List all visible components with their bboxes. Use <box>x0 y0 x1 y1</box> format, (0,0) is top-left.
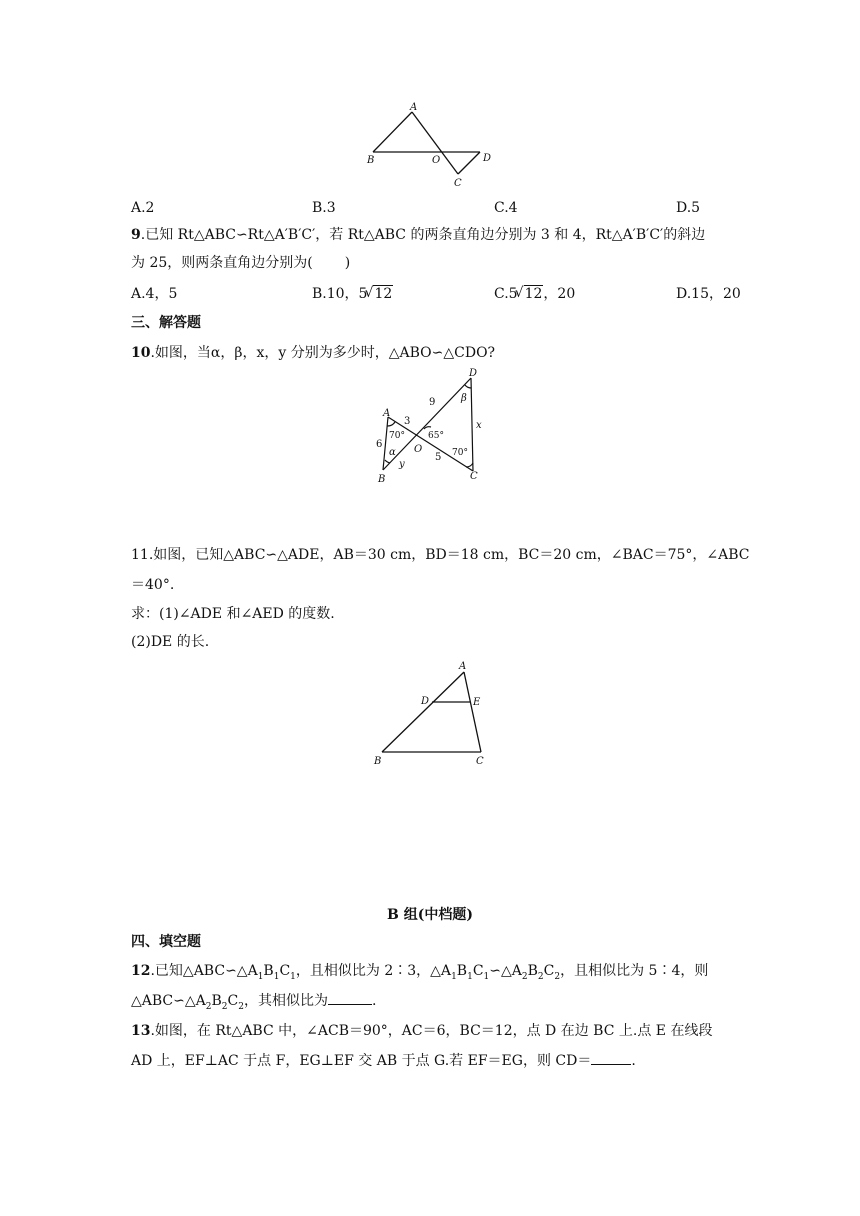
q11-line1: 11.如图，已知△ABC∽△ADE，AB＝30 cm，BD＝18 cm，BC＝20 cm，∠BAC＝75°，∠ABC <box>131 547 750 563</box>
q9-option-b: B.10，5√ 12 <box>312 285 393 303</box>
segment-ab <box>382 672 464 752</box>
q13-text-line2: AD 上，EF⊥AC 于点 F，EG⊥EF 交 AB 于点 G.若 EF＝EG，则 CD＝ <box>131 1053 592 1069</box>
label-d: D <box>469 368 478 379</box>
label-b: B <box>378 474 386 485</box>
q10-text: .如图，当α，β，x，y 分别为多少时，△ABO∽△CDO? <box>150 345 496 361</box>
label-65: 65° <box>428 431 444 441</box>
label-d: D <box>421 696 430 707</box>
sqrt-12: √ 12 <box>367 285 393 303</box>
label-d: D <box>483 153 492 164</box>
q12-line1: 12.已知$\triangle ABC∽\triangle A_1B_1C_1$，且相似比为 2∶3，$\triangle A_1B_1C_1∽\triangle A_2B_2C_2$，且相似比为 5∶4，则 <box>131 963 709 982</box>
segment-dc <box>458 152 480 174</box>
label-3: 3 <box>404 416 411 427</box>
q11-line4: (2)DE 的长. <box>131 634 210 650</box>
q12-line2: $\triangle ABC∽\triangle A_2B_2C_2$，其相似比为 . <box>131 993 377 1012</box>
label-beta: β <box>461 393 467 404</box>
q9-paren-close: ) <box>344 255 351 271</box>
sqrt-12: √ 12 <box>518 285 544 303</box>
q10-number: 10 <box>131 345 151 361</box>
q13-text-line1: .如图，在 Rt△ABC 中，∠ACB＝90°，AC＝6，BC＝12，点 D 在边 BC 上.点 E 在线段 <box>150 1023 713 1039</box>
angle-arc-a <box>387 422 395 426</box>
label-70c: 70° <box>452 448 468 458</box>
label-o: O <box>432 155 441 166</box>
q8-option-c: C.4 <box>494 200 518 216</box>
figure-q8 <box>360 98 510 188</box>
q13-number: 13 <box>131 1023 151 1039</box>
group-b-heading: B 组(中档题) <box>387 907 473 923</box>
segment-ac <box>464 672 481 752</box>
segment-dc <box>471 378 473 471</box>
q9-option-a: A.4，5 <box>131 286 178 302</box>
angle-arc-b <box>385 460 390 463</box>
q12-number: 12 <box>131 963 151 979</box>
label-b: B <box>374 756 382 767</box>
q11-line3: 求：(1)∠ADE 和∠AED 的度数. <box>131 606 335 622</box>
angle-arc-d <box>465 385 471 388</box>
section-3-heading: 三、解答题 <box>131 315 201 331</box>
answer-blank[interactable] <box>591 1052 631 1065</box>
q9-option-c: C.5√ 12，20 <box>494 285 575 303</box>
q10-line <box>131 344 495 362</box>
label-alpha: α <box>389 447 396 458</box>
label-o: O <box>414 444 423 455</box>
segment-ab <box>373 112 412 152</box>
label-c: C <box>454 178 462 188</box>
angle-arc-c <box>466 463 473 467</box>
label-c: C <box>476 756 484 767</box>
section-4-heading: 四、填空题 <box>131 934 201 950</box>
label-b: B <box>367 155 375 166</box>
label-a: A <box>383 408 391 419</box>
q9-text-line1: .已知 Rt△ABC∽Rt△A′B′C′，若 Rt△ABC 的两条直角边分别为 3 和 4，Rt△A′B′C′的斜边 <box>140 227 706 243</box>
label-c: C <box>470 471 478 482</box>
label-5: 5 <box>435 452 442 463</box>
q9-number: 9 <box>131 227 141 243</box>
q13-line2: AD 上，EF⊥AC 于点 F，EG⊥EF 交 AB 于点 G.若 EF＝EG，则 CD＝ . <box>131 1053 636 1069</box>
q9-text-line2: 为 25，则两条直角边分别为( <box>131 255 313 271</box>
q11-line2: ＝40°. <box>131 577 175 593</box>
q8-option-a: A.2 <box>131 200 155 216</box>
q8-option-d: D.5 <box>676 200 701 216</box>
figure-q11 <box>368 658 508 770</box>
label-e: E <box>473 697 481 708</box>
q8-option-b: B.3 <box>312 200 336 216</box>
label-70a: 70° <box>389 431 405 441</box>
label-a: A <box>410 102 418 113</box>
q9-line2 <box>131 254 350 272</box>
label-9: 9 <box>429 397 436 408</box>
q13-line1 <box>131 1022 712 1040</box>
label-a: A <box>459 661 467 672</box>
q9-line1 <box>131 226 705 244</box>
label-x: x <box>476 420 482 431</box>
label-y: y <box>399 459 405 470</box>
answer-blank[interactable] <box>328 992 372 1005</box>
figure-q10 <box>368 366 508 486</box>
label-6: 6 <box>376 439 383 450</box>
q9-option-d: D.15，20 <box>676 286 741 302</box>
angle-arc-o <box>424 427 431 429</box>
